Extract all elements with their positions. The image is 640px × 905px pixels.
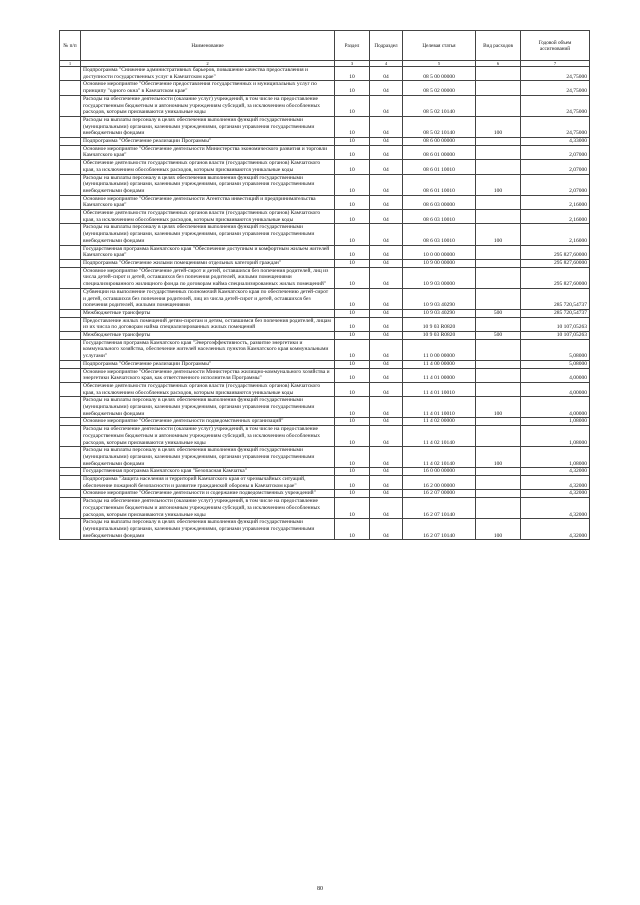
row-podrazdel-cell: 04 — [370, 210, 403, 224]
row-name-cell: Подпрограмма "Обеспечение реализации Программы" — [81, 138, 335, 146]
row-podrazdel-cell: 04 — [370, 288, 403, 309]
row-csr-cell: 10 9 03 00000 — [403, 267, 476, 288]
row-razdel-cell: 10 — [335, 95, 370, 116]
budget-table — [59, 30, 590, 540]
row-number-cell — [60, 519, 81, 540]
row-podrazdel-cell: 04 — [370, 195, 403, 209]
row-razdel-cell: 10 — [335, 426, 370, 447]
row-csr-cell: 10 9 03 40290 — [403, 309, 476, 317]
table-row — [60, 224, 590, 245]
row-vr-cell — [476, 382, 521, 396]
row-razdel-cell: 10 — [335, 145, 370, 159]
row-name-cell: Основное мероприятие "Обеспечение деятельности Министерства экономического развития и торговли Камчатского края" — [81, 145, 335, 159]
row-csr-cell: 16 2 07 00000 — [403, 490, 476, 498]
row-number-cell — [60, 145, 81, 159]
row-csr-cell: 08 6 01 00000 — [403, 145, 476, 159]
row-podrazdel-cell: 04 — [370, 468, 403, 476]
row-number-cell — [60, 174, 81, 195]
row-sum-cell: 285 720,54737 — [521, 309, 590, 317]
row-razdel-cell: 10 — [335, 360, 370, 368]
table-row — [60, 210, 590, 224]
table-row — [60, 309, 590, 317]
row-vr-cell — [476, 426, 521, 447]
row-sum-cell: 4,33000 — [521, 138, 590, 146]
row-sum-cell: 1,08000 — [521, 447, 590, 468]
table-row — [60, 245, 590, 259]
row-csr-cell: 11 4 01 10010 — [403, 382, 476, 396]
row-sum-cell: 4,32000 — [521, 519, 590, 540]
table-row — [60, 418, 590, 426]
row-razdel-cell: 10 — [335, 267, 370, 288]
row-sum-cell: 24,75000 — [521, 81, 590, 95]
header-sum: Годовой объем ассигнований — [521, 31, 590, 61]
row-number-cell — [60, 368, 81, 382]
row-csr-cell: 08 6 03 10010 — [403, 210, 476, 224]
row-csr-cell: 10 9 03 R0820 — [403, 332, 476, 340]
row-vr-cell: 100 — [476, 174, 521, 195]
row-sum-cell: 285 720,54737 — [521, 288, 590, 309]
header-podrazdel: Подраздел — [370, 31, 403, 61]
row-name-cell: Основное мероприятие "Обеспечение деятельности Министерства жилищно-коммунального хозяйства и энергетики Камчатского края, как ответственного исполнителя Программы" — [81, 368, 335, 382]
table-row — [60, 145, 590, 159]
table-row — [60, 259, 590, 267]
row-number-cell — [60, 468, 81, 476]
row-podrazdel-cell: 04 — [370, 332, 403, 340]
row-number-cell — [60, 360, 81, 368]
table-row — [60, 81, 590, 95]
column-number: 4 — [370, 61, 403, 67]
row-name-cell: Основное мероприятие "Обеспечение деятельности и содержание подведомственных учреждений" — [81, 490, 335, 498]
row-number-cell — [60, 160, 81, 174]
row-razdel-cell: 10 — [335, 138, 370, 146]
page-number: 80 — [317, 886, 323, 892]
row-vr-cell — [476, 195, 521, 209]
row-podrazdel-cell: 04 — [370, 498, 403, 519]
row-podrazdel-cell: 04 — [370, 309, 403, 317]
row-razdel-cell: 10 — [335, 116, 370, 137]
row-vr-cell — [476, 245, 521, 259]
row-sum-cell: 10 107,05263 — [521, 332, 590, 340]
row-csr-cell: 11 4 00 00000 — [403, 360, 476, 368]
row-name-cell: Расходы на обеспечение деятельности (оказание услуг) учреждений, в том числе на предоставление государственным бюджетным и автономным учреждениям субсидий, за исключением обособленных расходов, которым присваиваются уникальные коды — [81, 95, 335, 116]
header-razdel: Раздел — [335, 31, 370, 61]
row-vr-cell — [476, 145, 521, 159]
row-vr-cell: 500 — [476, 332, 521, 340]
row-name-cell: Расходы на выплаты персоналу в целях обеспечения выполнения функций государственными (муниципальными) органами, казенными учреждениями, органами управления государственными внебюджетными фондами — [81, 447, 335, 468]
row-number-cell — [60, 317, 81, 331]
table-row — [60, 490, 590, 498]
row-podrazdel-cell: 04 — [370, 224, 403, 245]
table-row — [60, 267, 590, 288]
row-sum-cell: 4,32000 — [521, 498, 590, 519]
row-vr-cell — [476, 67, 521, 81]
row-razdel-cell: 10 — [335, 317, 370, 331]
row-name-cell: Расходы на выплаты персоналу в целях обеспечения выполнения функций государственными (муниципальными) органами, казенными учреждениями, органами управления государственными внебюджетными фондами — [81, 397, 335, 418]
row-csr-cell: 11 0 00 00000 — [403, 339, 476, 360]
row-sum-cell: 1,08000 — [521, 426, 590, 447]
row-razdel-cell: 10 — [335, 418, 370, 426]
row-sum-cell: 295 827,60000 — [521, 259, 590, 267]
row-razdel-cell: 10 — [335, 476, 370, 490]
row-podrazdel-cell: 04 — [370, 368, 403, 382]
table-row — [60, 519, 590, 540]
table-row — [60, 397, 590, 418]
row-csr-cell: 08 5 02 10140 — [403, 116, 476, 137]
row-podrazdel-cell: 04 — [370, 476, 403, 490]
row-sum-cell: 2,16000 — [521, 210, 590, 224]
table-row — [60, 476, 590, 490]
table-header-row — [60, 31, 590, 61]
header-csr: Целевая статья — [403, 31, 476, 61]
row-name-cell: Подпрограмма "Обеспечение реализации Программы" — [81, 360, 335, 368]
row-vr-cell: 100 — [476, 397, 521, 418]
column-number: 3 — [335, 61, 370, 67]
row-podrazdel-cell: 04 — [370, 418, 403, 426]
table-row — [60, 426, 590, 447]
row-podrazdel-cell: 04 — [370, 447, 403, 468]
row-csr-cell: 11 4 01 00000 — [403, 368, 476, 382]
row-name-cell: Основное мероприятие "Обеспечение детей-сирот и детей, оставшихся без попечения родителей, лиц из числа детей-сирот и детей, оставшихся без попечения родителей, жилыми помещениями специализированного жилищного фонда по договорам найма специализированных жилых помещений" — [81, 267, 335, 288]
row-name-cell: Расходы на обеспечение деятельности (оказание услуг) учреждений, в том числе на предоставление государственным бюджетным и автономным учреждениям субсидий, за исключением обособленных расходов, которым присваиваются уникальные коды — [81, 426, 335, 447]
row-razdel-cell: 10 — [335, 332, 370, 340]
row-name-cell: Предоставление жилых помещений детям-сиротам и детям, оставшимся без попечения родителей, лицам из их числа по договорам найма специализированных жилых помещений — [81, 317, 335, 331]
row-name-cell: Подпрограмма "Снижение административных барьеров, повышение качества предоставления и доступности государственных услуг в Камчатском крае" — [81, 67, 335, 81]
row-csr-cell: 08 5 00 00000 — [403, 67, 476, 81]
row-razdel-cell: 10 — [335, 309, 370, 317]
row-razdel-cell: 10 — [335, 174, 370, 195]
row-csr-cell: 16 2 00 00000 — [403, 476, 476, 490]
row-csr-cell: 11 4 02 10140 — [403, 426, 476, 447]
row-vr-cell — [476, 490, 521, 498]
header-num: № п/п — [60, 31, 81, 61]
table-row — [60, 382, 590, 396]
row-number-cell — [60, 490, 81, 498]
row-name-cell: Основное мероприятие "Обеспечение предоставления государственных и муниципальных услуг по принципу "одного окна" в Камчатском крае" — [81, 81, 335, 95]
row-number-cell — [60, 498, 81, 519]
row-razdel-cell: 10 — [335, 339, 370, 360]
column-number: 7 — [521, 61, 590, 67]
row-podrazdel-cell: 04 — [370, 267, 403, 288]
row-sum-cell: 4,32000 — [521, 476, 590, 490]
row-name-cell: Обеспечение деятельности государственных органов власти (государственных органов) Камчатского края, за исключением обособленных расходов, которым присваиваются уникальные коды — [81, 382, 335, 396]
row-name-cell: Подпрограмма "Обеспечение жилыми помещениями отдельных категорий граждан" — [81, 259, 335, 267]
row-podrazdel-cell: 04 — [370, 360, 403, 368]
table-row — [60, 116, 590, 137]
row-number-cell — [60, 447, 81, 468]
row-number-cell — [60, 195, 81, 209]
row-number-cell — [60, 95, 81, 116]
row-number-cell — [60, 259, 81, 267]
row-razdel-cell: 10 — [335, 468, 370, 476]
row-number-cell — [60, 267, 81, 288]
row-podrazdel-cell: 04 — [370, 145, 403, 159]
row-csr-cell: 08 6 03 00000 — [403, 195, 476, 209]
row-sum-cell: 10 107,05263 — [521, 317, 590, 331]
row-csr-cell: 08 5 02 10140 — [403, 95, 476, 116]
row-name-cell: Расходы на выплаты персоналу в целях обеспечения выполнения функций государственными (муниципальными) органами, казенными учреждениями, органами управления государственными внебюджетными фондами — [81, 116, 335, 137]
row-sum-cell: 2,16000 — [521, 195, 590, 209]
row-vr-cell — [476, 339, 521, 360]
table-row — [60, 447, 590, 468]
budget-document — [59, 30, 589, 540]
row-vr-cell — [476, 210, 521, 224]
row-podrazdel-cell: 04 — [370, 382, 403, 396]
row-csr-cell: 11 4 01 10010 — [403, 397, 476, 418]
row-vr-cell — [476, 259, 521, 267]
row-name-cell: Обеспечение деятельности государственных органов власти (государственных органов) Камчатского края, за исключением обособленных расходов, которым присваиваются уникальные коды — [81, 160, 335, 174]
column-number: 6 — [476, 61, 521, 67]
row-name-cell: Межбюджетные трансферты — [81, 332, 335, 340]
row-razdel-cell: 10 — [335, 210, 370, 224]
row-name-cell: Межбюджетные трансферты — [81, 309, 335, 317]
row-csr-cell: 10 9 03 40290 — [403, 288, 476, 309]
row-name-cell: Расходы на выплаты персоналу в целях обеспечения выполнения функций государственными (муниципальными) органами, казенными учреждениями, органами управления государственными внебюджетными фондами — [81, 174, 335, 195]
row-number-cell — [60, 397, 81, 418]
table-row — [60, 332, 590, 340]
column-number: 5 — [403, 61, 476, 67]
table-row — [60, 498, 590, 519]
row-vr-cell: 500 — [476, 309, 521, 317]
row-vr-cell — [476, 418, 521, 426]
row-podrazdel-cell: 04 — [370, 116, 403, 137]
table-row — [60, 174, 590, 195]
row-razdel-cell: 10 — [335, 67, 370, 81]
row-name-cell: Государственная программа Камчатского края "Безопасная Камчатка" — [81, 468, 335, 476]
table-row — [60, 160, 590, 174]
row-podrazdel-cell: 04 — [370, 317, 403, 331]
row-razdel-cell: 10 — [335, 81, 370, 95]
row-podrazdel-cell: 04 — [370, 245, 403, 259]
row-number-cell — [60, 138, 81, 146]
row-vr-cell — [476, 368, 521, 382]
row-name-cell: Основное мероприятие "Обеспечение деятельности Агентства инвестиций и предпринимательства Камчатского края" — [81, 195, 335, 209]
row-podrazdel-cell: 04 — [370, 95, 403, 116]
row-razdel-cell: 10 — [335, 245, 370, 259]
row-name-cell: Расходы на выплаты персоналу в целях обеспечения выполнения функций государственными (муниципальными) органами, казенными учреждениями, органами управления государственными внебюджетными фондами — [81, 224, 335, 245]
row-number-cell — [60, 116, 81, 137]
row-csr-cell: 10 0 00 00000 — [403, 245, 476, 259]
row-csr-cell: 10 9 03 R0820 — [403, 317, 476, 331]
row-sum-cell: 24,75000 — [521, 67, 590, 81]
row-podrazdel-cell: 04 — [370, 174, 403, 195]
row-number-cell — [60, 332, 81, 340]
header-vr: Вид расходов — [476, 31, 521, 61]
row-sum-cell: 4,00000 — [521, 368, 590, 382]
row-vr-cell — [476, 138, 521, 146]
row-vr-cell — [476, 288, 521, 309]
row-csr-cell: 16 2 07 10140 — [403, 519, 476, 540]
row-razdel-cell: 10 — [335, 368, 370, 382]
row-name-cell: Субвенции на выполнение государственных полномочий Камчатского края по обеспечению детей-сирот и детей, оставшихся без попечения родителей, лиц из числа детей-сирот и детей, оставшихся без попечения родителей, жилыми помещениями — [81, 288, 335, 309]
row-csr-cell: 08 6 03 10010 — [403, 224, 476, 245]
table-row — [60, 138, 590, 146]
row-razdel-cell: 10 — [335, 160, 370, 174]
row-razdel-cell: 10 — [335, 224, 370, 245]
row-csr-cell: 10 9 00 00000 — [403, 259, 476, 267]
row-number-cell — [60, 382, 81, 396]
table-row — [60, 339, 590, 360]
row-sum-cell: 5,08000 — [521, 360, 590, 368]
row-vr-cell — [476, 95, 521, 116]
table-row — [60, 195, 590, 209]
row-number-cell — [60, 426, 81, 447]
row-sum-cell: 4,00000 — [521, 397, 590, 418]
row-name-cell: Основное мероприятие "Обеспечение деятельности подведомственных организаций" — [81, 418, 335, 426]
row-sum-cell: 24,75000 — [521, 95, 590, 116]
row-sum-cell: 1,08000 — [521, 418, 590, 426]
row-podrazdel-cell: 04 — [370, 426, 403, 447]
row-razdel-cell: 10 — [335, 259, 370, 267]
row-csr-cell: 08 6 01 10010 — [403, 174, 476, 195]
row-podrazdel-cell: 04 — [370, 259, 403, 267]
row-name-cell: Расходы на выплаты персоналу в целях обеспечения выполнения функций государственными (муниципальными) органами, казенными учреждениями, органами управления государственными внебюджетными фондами — [81, 519, 335, 540]
row-podrazdel-cell: 04 — [370, 138, 403, 146]
table-row — [60, 288, 590, 309]
row-name-cell: Подпрограмма "Защита населения и территорий Камчатского края от чрезвычайных ситуаций, обеспечение пожарной безопасности и развитие гражданской обороны в Камчатском крае" — [81, 476, 335, 490]
row-name-cell: Обеспечение деятельности государственных органов власти (государственных органов) Камчатского края, за исключением обособленных расходов, которым присваиваются уникальные коды — [81, 210, 335, 224]
row-name-cell: Расходы на обеспечение деятельности (оказание услуг) учреждений, в том числе на предоставление государственным бюджетным и автономным учреждениям субсидий, за исключением обособленных расходов, которым присваиваются уникальные коды — [81, 498, 335, 519]
row-vr-cell: 100 — [476, 519, 521, 540]
row-vr-cell — [476, 468, 521, 476]
row-sum-cell: 2,07000 — [521, 145, 590, 159]
row-podrazdel-cell: 04 — [370, 81, 403, 95]
row-number-cell — [60, 67, 81, 81]
row-csr-cell: 11 4 02 00000 — [403, 418, 476, 426]
row-csr-cell: 08 6 00 00000 — [403, 138, 476, 146]
row-sum-cell: 4,32000 — [521, 490, 590, 498]
row-podrazdel-cell: 04 — [370, 397, 403, 418]
column-number: 1 — [60, 61, 81, 67]
header-name: Наименование — [81, 31, 335, 61]
row-vr-cell: 100 — [476, 447, 521, 468]
row-razdel-cell: 10 — [335, 498, 370, 519]
row-number-cell — [60, 81, 81, 95]
row-sum-cell: 5,08000 — [521, 339, 590, 360]
row-podrazdel-cell: 04 — [370, 490, 403, 498]
row-vr-cell — [476, 81, 521, 95]
table-row — [60, 317, 590, 331]
row-number-cell — [60, 210, 81, 224]
row-vr-cell — [476, 267, 521, 288]
row-number-cell — [60, 476, 81, 490]
row-csr-cell: 08 6 01 10010 — [403, 160, 476, 174]
row-number-cell — [60, 339, 81, 360]
row-vr-cell — [476, 360, 521, 368]
row-number-cell — [60, 245, 81, 259]
row-razdel-cell: 10 — [335, 195, 370, 209]
row-name-cell: Государственная программа Камчатского края "Энергоэффективность, развитие энергетики и коммунального хозяйства, обеспечение жителей населенных пунктов Камчатского края коммунальными услугами" — [81, 339, 335, 360]
row-sum-cell: 295 827,60000 — [521, 267, 590, 288]
row-number-cell — [60, 288, 81, 309]
table-row — [60, 368, 590, 382]
row-podrazdel-cell: 04 — [370, 67, 403, 81]
column-number: 2 — [81, 61, 335, 67]
row-razdel-cell: 10 — [335, 288, 370, 309]
row-number-cell — [60, 418, 81, 426]
row-csr-cell: 16 2 07 10140 — [403, 498, 476, 519]
row-razdel-cell: 10 — [335, 447, 370, 468]
row-csr-cell: 11 4 02 10140 — [403, 447, 476, 468]
row-vr-cell — [476, 317, 521, 331]
row-csr-cell: 08 5 02 00000 — [403, 81, 476, 95]
row-number-cell — [60, 224, 81, 245]
row-vr-cell: 100 — [476, 224, 521, 245]
row-podrazdel-cell: 04 — [370, 519, 403, 540]
row-sum-cell: 4,00000 — [521, 382, 590, 396]
row-csr-cell: 16 0 00 00000 — [403, 468, 476, 476]
row-sum-cell: 295 827,60000 — [521, 245, 590, 259]
row-sum-cell: 2,07000 — [521, 160, 590, 174]
row-razdel-cell: 10 — [335, 519, 370, 540]
row-razdel-cell: 10 — [335, 397, 370, 418]
table-body — [60, 67, 590, 540]
table-row — [60, 67, 590, 81]
row-vr-cell — [476, 160, 521, 174]
row-sum-cell: 2,16000 — [521, 224, 590, 245]
row-vr-cell: 100 — [476, 116, 521, 137]
row-sum-cell: 2,07000 — [521, 174, 590, 195]
row-name-cell: Государственная программа Камчатского края "Обеспечение доступным и комфортным жильем жителей Камчатского края" — [81, 245, 335, 259]
table-row — [60, 468, 590, 476]
row-sum-cell: 24,75000 — [521, 116, 590, 137]
row-vr-cell — [476, 476, 521, 490]
table-row — [60, 360, 590, 368]
row-razdel-cell: 10 — [335, 382, 370, 396]
table-row — [60, 95, 590, 116]
row-podrazdel-cell: 04 — [370, 160, 403, 174]
row-razdel-cell: 10 — [335, 490, 370, 498]
row-number-cell — [60, 309, 81, 317]
row-vr-cell — [476, 498, 521, 519]
row-podrazdel-cell: 04 — [370, 339, 403, 360]
row-sum-cell: 4,32000 — [521, 468, 590, 476]
